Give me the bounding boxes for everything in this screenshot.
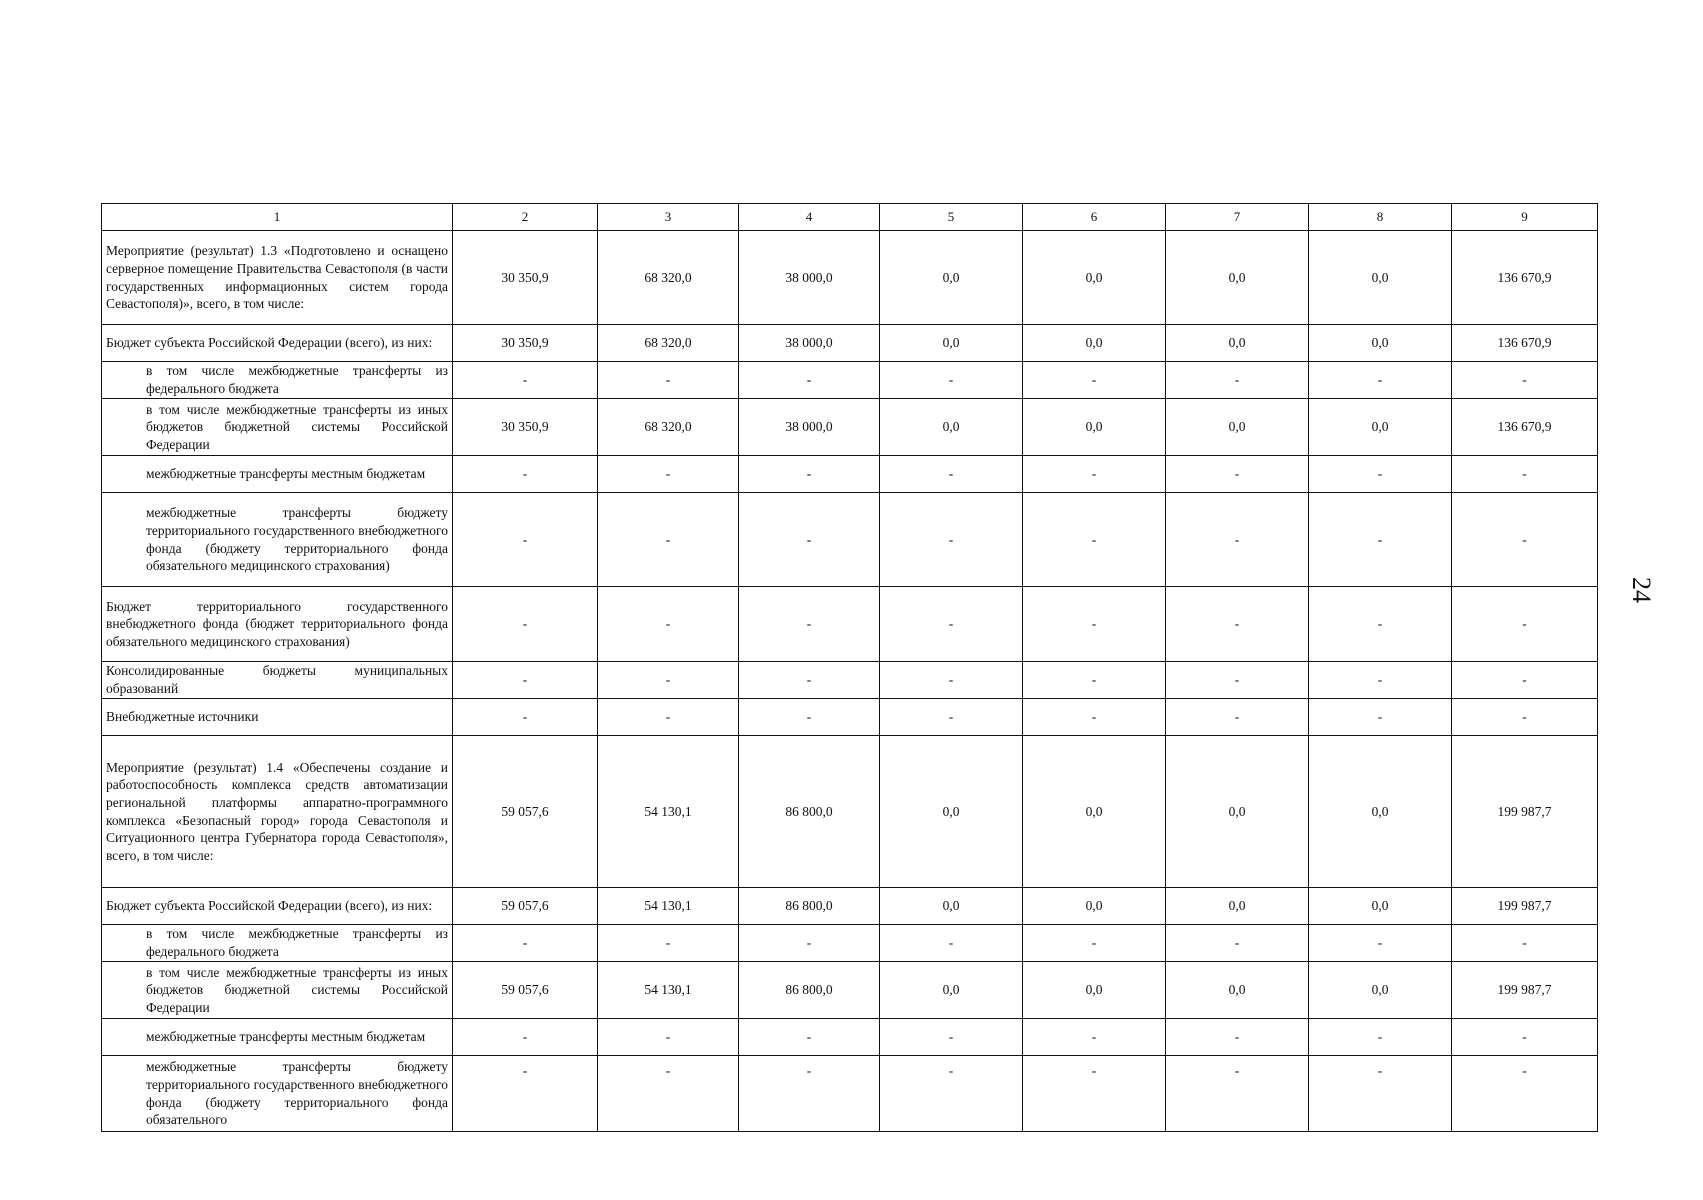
value-cell: 0,0	[1166, 962, 1309, 1019]
value-cell: -	[453, 456, 598, 493]
value-cell: -	[1309, 362, 1452, 399]
table-row	[102, 962, 1598, 1019]
value-cell: 136 670,9	[1452, 231, 1598, 325]
value-cell: 0,0	[1309, 962, 1452, 1019]
value-cell: -	[880, 925, 1023, 962]
value-cell: 68 320,0	[598, 231, 739, 325]
value-cell: -	[1309, 925, 1452, 962]
value-cell: -	[880, 456, 1023, 493]
table-row	[102, 925, 1598, 962]
value-cell: -	[1023, 493, 1166, 587]
value-cell: -	[739, 1056, 880, 1132]
value-cell: 59 057,6	[453, 888, 598, 925]
value-cell: -	[1166, 662, 1309, 699]
value-cell: 0,0	[1309, 736, 1452, 888]
row-label: в том числе межбюджетные трансферты из федерального бюджета	[102, 362, 453, 399]
value-cell: -	[1166, 493, 1309, 587]
col-header-8: 8	[1309, 204, 1452, 231]
value-cell: 54 130,1	[598, 736, 739, 888]
value-cell: -	[1166, 1019, 1309, 1056]
value-cell: -	[1166, 587, 1309, 662]
value-cell: -	[598, 699, 739, 736]
value-cell: 86 800,0	[739, 962, 880, 1019]
value-cell: 0,0	[1166, 399, 1309, 456]
value-cell: -	[880, 362, 1023, 399]
value-cell: 0,0	[1166, 736, 1309, 888]
value-cell: -	[1452, 587, 1598, 662]
value-cell: -	[1023, 1056, 1166, 1132]
table-row	[102, 399, 1598, 456]
value-cell: 0,0	[1023, 231, 1166, 325]
row-label: Мероприятие (результат) 1.3 «Подготовлено и оснащено серверное помещение Правительства Севастополя (в части государственных информационных систем города Севастополя)», всего, в том числе:	[102, 231, 453, 325]
value-cell: -	[1452, 1056, 1598, 1132]
value-cell: 136 670,9	[1452, 399, 1598, 456]
value-cell: -	[598, 1019, 739, 1056]
value-cell: 38 000,0	[739, 325, 880, 362]
value-cell: -	[1309, 1056, 1452, 1132]
table-row	[102, 699, 1598, 736]
col-header-1: 1	[102, 204, 453, 231]
col-header-7: 7	[1166, 204, 1309, 231]
value-cell: -	[880, 699, 1023, 736]
col-header-5: 5	[880, 204, 1023, 231]
value-cell: 54 130,1	[598, 962, 739, 1019]
value-cell: -	[598, 493, 739, 587]
row-label: межбюджетные трансферты бюджету территориального государственного внебюджетного фонда (бюджету территориального фонда обязательного медицинского страхования)	[102, 493, 453, 587]
row-label: Бюджет субъекта Российской Федерации (всего), из них:	[102, 888, 453, 925]
table-row	[102, 1056, 1598, 1132]
value-cell: -	[1452, 925, 1598, 962]
value-cell: -	[598, 1056, 739, 1132]
value-cell: -	[739, 456, 880, 493]
value-cell: -	[1309, 587, 1452, 662]
value-cell: 0,0	[1309, 231, 1452, 325]
value-cell: -	[739, 662, 880, 699]
row-label: межбюджетные трансферты местным бюджетам	[102, 1019, 453, 1056]
value-cell: 86 800,0	[739, 736, 880, 888]
col-header-2: 2	[453, 204, 598, 231]
value-cell: -	[598, 362, 739, 399]
table-row	[102, 362, 1598, 399]
value-cell: -	[1023, 1019, 1166, 1056]
value-cell: -	[453, 362, 598, 399]
value-cell: -	[1023, 456, 1166, 493]
row-label: в том числе межбюджетные трансферты из федерального бюджета	[102, 925, 453, 962]
value-cell: 199 987,7	[1452, 888, 1598, 925]
value-cell: -	[1452, 699, 1598, 736]
budget-table	[101, 203, 1598, 1132]
value-cell: 30 350,9	[453, 325, 598, 362]
value-cell: 0,0	[1309, 888, 1452, 925]
value-cell: -	[739, 362, 880, 399]
table-row	[102, 587, 1598, 662]
value-cell: 59 057,6	[453, 736, 598, 888]
value-cell: 0,0	[880, 962, 1023, 1019]
table-row	[102, 325, 1598, 362]
value-cell: 0,0	[880, 325, 1023, 362]
value-cell: -	[1166, 925, 1309, 962]
value-cell: -	[453, 1019, 598, 1056]
row-label: в том числе межбюджетные трансферты из иных бюджетов бюджетной системы Российской Федерации	[102, 962, 453, 1019]
table-body	[102, 231, 1598, 1132]
value-cell: -	[1452, 1019, 1598, 1056]
value-cell: -	[1309, 699, 1452, 736]
value-cell: -	[880, 1019, 1023, 1056]
row-label: Бюджет территориального государственного внебюджетного фонда (бюджет территориального фонда обязательного медицинского страхования)	[102, 587, 453, 662]
row-label: Мероприятие (результат) 1.4 «Обеспечены создание и работоспособность комплекса средств автоматизации региональной платформы аппаратно-программного комплекса «Безопасный город» города Севастополя и Ситуационного центра Губернатора города Севастополя», всего, в том числе:	[102, 736, 453, 888]
value-cell: -	[739, 493, 880, 587]
col-header-9: 9	[1452, 204, 1598, 231]
value-cell: -	[598, 587, 739, 662]
value-cell: -	[739, 925, 880, 962]
value-cell: -	[1166, 362, 1309, 399]
value-cell: -	[1309, 1019, 1452, 1056]
table-row	[102, 736, 1598, 888]
value-cell: 0,0	[1166, 325, 1309, 362]
value-cell: -	[1023, 662, 1166, 699]
table-row	[102, 888, 1598, 925]
value-cell: 0,0	[1023, 888, 1166, 925]
value-cell: 0,0	[1166, 231, 1309, 325]
value-cell: -	[453, 493, 598, 587]
value-cell: 38 000,0	[739, 231, 880, 325]
value-cell: -	[453, 587, 598, 662]
value-cell: 0,0	[880, 399, 1023, 456]
value-cell: 30 350,9	[453, 399, 598, 456]
value-cell: 0,0	[1023, 962, 1166, 1019]
value-cell: 0,0	[1023, 736, 1166, 888]
value-cell: -	[880, 1056, 1023, 1132]
table-row	[102, 1019, 1598, 1056]
value-cell: 0,0	[880, 736, 1023, 888]
value-cell: -	[1309, 456, 1452, 493]
row-label: Консолидированные бюджеты муниципальных образований	[102, 662, 453, 699]
value-cell: -	[1023, 699, 1166, 736]
table-row	[102, 662, 1598, 699]
value-cell: -	[453, 925, 598, 962]
table-row	[102, 456, 1598, 493]
value-cell: 0,0	[1023, 399, 1166, 456]
row-label: межбюджетные трансферты бюджету территориального государственного внебюджетного фонда (бюджету территориального фонда обязательного	[102, 1056, 453, 1132]
header-row	[102, 204, 1598, 231]
value-cell: -	[598, 456, 739, 493]
table-row	[102, 231, 1598, 325]
value-cell: -	[1452, 456, 1598, 493]
value-cell: 86 800,0	[739, 888, 880, 925]
value-cell: -	[880, 493, 1023, 587]
value-cell: 0,0	[1023, 325, 1166, 362]
value-cell: -	[739, 1019, 880, 1056]
value-cell: -	[880, 662, 1023, 699]
value-cell: 136 670,9	[1452, 325, 1598, 362]
value-cell: -	[739, 587, 880, 662]
value-cell: -	[1452, 362, 1598, 399]
value-cell: -	[598, 925, 739, 962]
value-cell: 199 987,7	[1452, 962, 1598, 1019]
value-cell: -	[1023, 925, 1166, 962]
value-cell: 59 057,6	[453, 962, 598, 1019]
value-cell: 38 000,0	[739, 399, 880, 456]
value-cell: -	[453, 699, 598, 736]
value-cell: -	[1166, 699, 1309, 736]
value-cell: -	[1309, 662, 1452, 699]
col-header-3: 3	[598, 204, 739, 231]
col-header-6: 6	[1023, 204, 1166, 231]
row-label: Бюджет субъекта Российской Федерации (всего), из них:	[102, 325, 453, 362]
value-cell: 0,0	[1166, 888, 1309, 925]
value-cell: -	[1309, 493, 1452, 587]
row-label: Внебюджетные источники	[102, 699, 453, 736]
col-header-4: 4	[739, 204, 880, 231]
value-cell: 30 350,9	[453, 231, 598, 325]
value-cell: -	[1166, 1056, 1309, 1132]
value-cell: 199 987,7	[1452, 736, 1598, 888]
value-cell: -	[739, 699, 880, 736]
table-row	[102, 493, 1598, 587]
value-cell: 68 320,0	[598, 325, 739, 362]
value-cell: -	[1166, 456, 1309, 493]
value-cell: -	[598, 662, 739, 699]
value-cell: -	[880, 587, 1023, 662]
value-cell: 68 320,0	[598, 399, 739, 456]
value-cell: -	[453, 1056, 598, 1132]
page-number: 24	[1627, 577, 1656, 603]
value-cell: -	[1452, 662, 1598, 699]
value-cell: -	[1452, 493, 1598, 587]
value-cell: 0,0	[880, 231, 1023, 325]
value-cell: 54 130,1	[598, 888, 739, 925]
value-cell: 0,0	[880, 888, 1023, 925]
value-cell: -	[1023, 587, 1166, 662]
value-cell: 0,0	[1309, 325, 1452, 362]
row-label: в том числе межбюджетные трансферты из иных бюджетов бюджетной системы Российской Федерации	[102, 399, 453, 456]
value-cell: -	[453, 662, 598, 699]
row-label: межбюджетные трансферты местным бюджетам	[102, 456, 453, 493]
value-cell: -	[1023, 362, 1166, 399]
value-cell: 0,0	[1309, 399, 1452, 456]
